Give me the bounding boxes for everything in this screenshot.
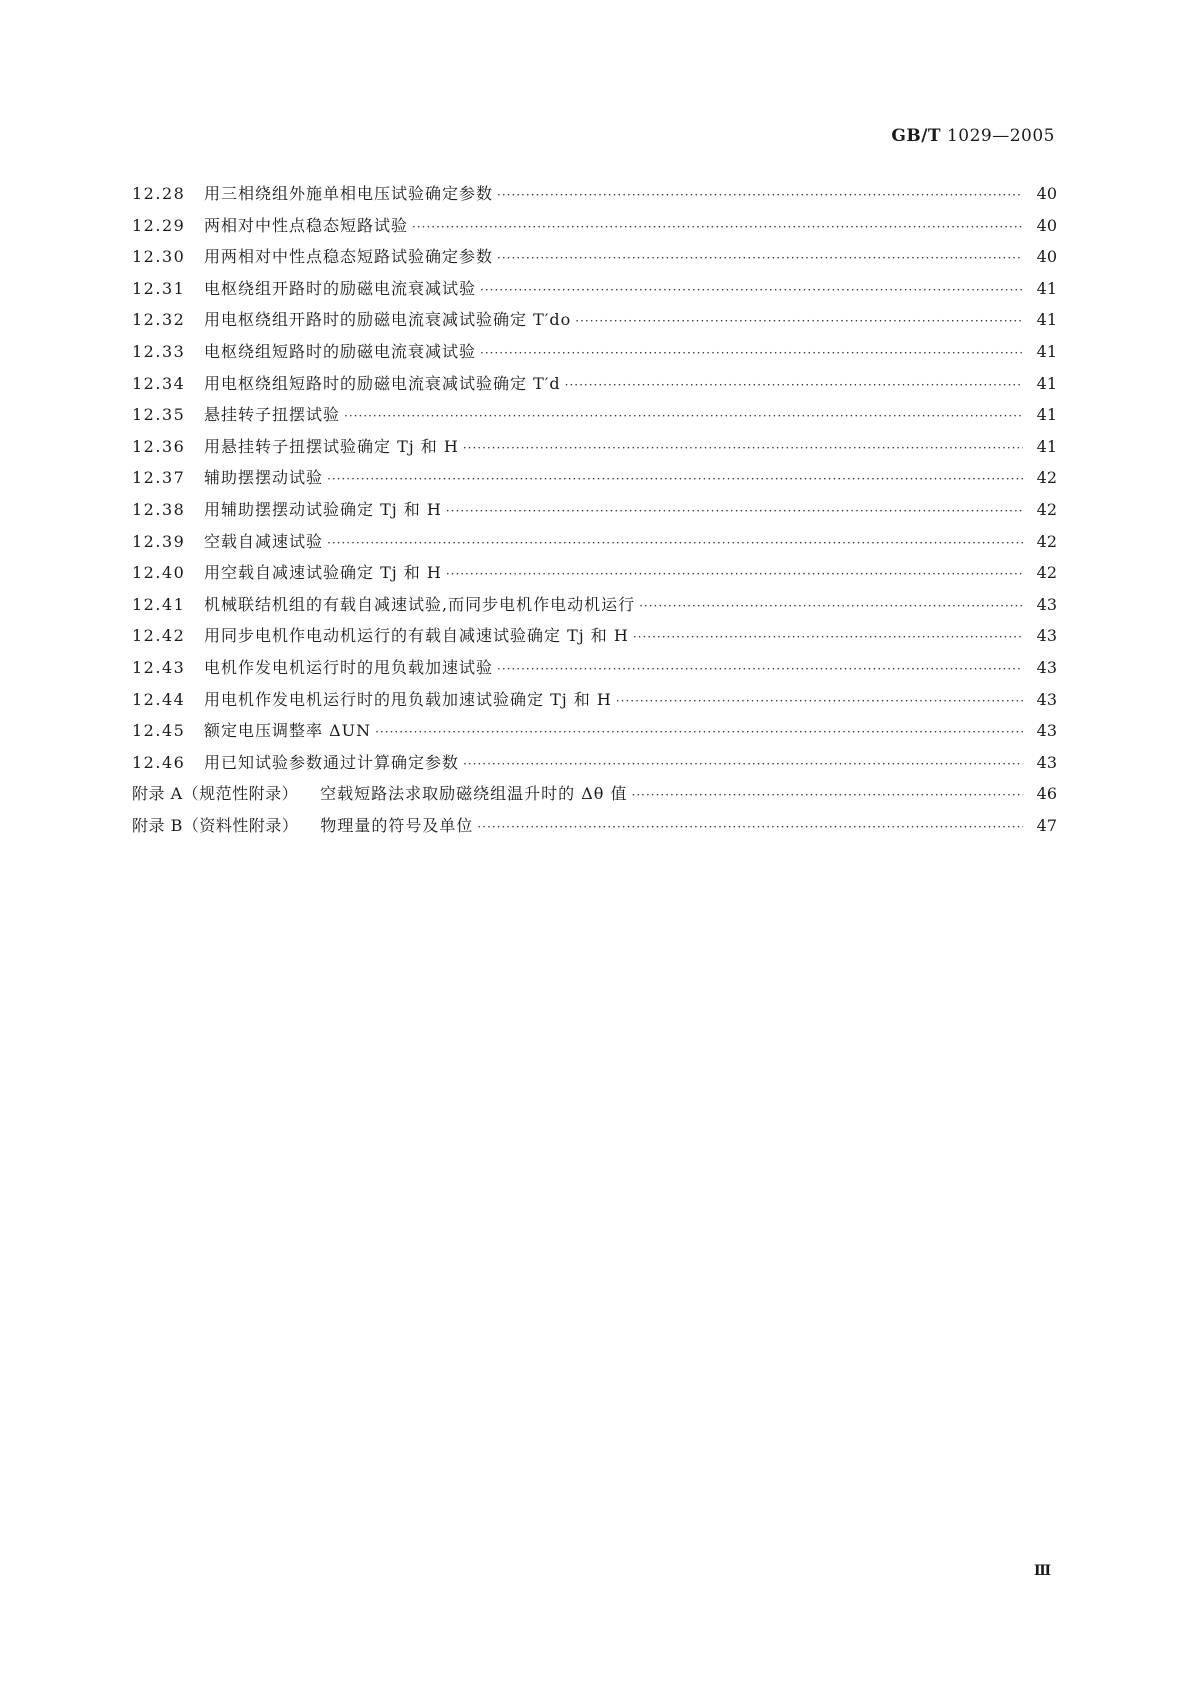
toc-entry-number: 12.39 — [132, 531, 186, 551]
toc-entry-number: 12.33 — [132, 341, 186, 361]
toc-entry-title: 电机作发电机运行时的甩负载加速试验 — [204, 657, 494, 677]
toc-entry[interactable] — [132, 655, 1057, 687]
toc-entry-page: 42 — [1036, 531, 1057, 551]
toc-entry[interactable] — [132, 687, 1057, 719]
toc-entry-page: 46 — [1036, 784, 1057, 804]
toc-appendix-entry[interactable] — [132, 813, 1057, 845]
dot-leader — [327, 536, 1023, 550]
toc-entry-page: 40 — [1036, 184, 1057, 203]
dot-leader — [344, 409, 1023, 423]
standard-code-prefix: GB/T — [891, 126, 942, 146]
dot-leader — [575, 314, 1023, 328]
dot-leader — [327, 472, 1023, 486]
dot-leader — [463, 441, 1023, 455]
toc-entry-title: 用三相绕组外施单相电压试验确定参数 — [204, 184, 494, 203]
toc-entry[interactable] — [132, 718, 1057, 750]
toc-entry-number: 12.46 — [132, 752, 186, 772]
standard-code-number: 1029—2005 — [946, 126, 1055, 146]
toc-entry[interactable] — [132, 371, 1057, 403]
toc-entry-number: 12.36 — [132, 436, 186, 456]
dot-leader — [497, 662, 1023, 676]
appendix-label: 附录 B（资料性附录） — [132, 815, 299, 835]
dot-leader — [477, 820, 1023, 834]
table-of-contents — [132, 181, 1057, 844]
toc-entry-title: 用已知试验参数通过计算确定参数 — [204, 752, 460, 772]
toc-entry[interactable] — [132, 560, 1057, 592]
toc-entry[interactable] — [132, 213, 1057, 245]
toc-entry-page: 42 — [1036, 563, 1057, 583]
toc-entry-number: 12.31 — [132, 278, 186, 298]
appendix-title: 物理量的符号及单位 — [320, 815, 474, 835]
dot-leader — [632, 788, 1023, 802]
toc-entry[interactable] — [132, 750, 1057, 782]
toc-entry-title: 用空载自减速试验确定 Tj 和 H — [204, 563, 442, 583]
toc-entry-title: 用同步电机作电动机运行的有载自减速试验确定 Tj 和 H — [204, 626, 629, 646]
toc-entry-number: 12.42 — [132, 626, 186, 646]
toc-entry-page: 40 — [1036, 215, 1057, 235]
toc-entry-title: 用悬挂转子扭摆试验确定 Tj 和 H — [204, 436, 459, 456]
toc-entry[interactable] — [132, 244, 1057, 276]
toc-entry-title: 机械联结机组的有载自减速试验,而同步电机作电动机运行 — [204, 594, 636, 614]
toc-entry-number: 12.45 — [132, 721, 186, 741]
dot-leader — [375, 725, 1023, 739]
toc-entry-page: 43 — [1036, 721, 1057, 741]
dot-leader — [463, 757, 1023, 771]
toc-entry-title: 悬挂转子扭摆试验 — [204, 405, 341, 425]
dot-leader — [446, 504, 1023, 518]
toc-entry[interactable] — [132, 529, 1057, 561]
toc-entry-number: 12.44 — [132, 689, 186, 709]
toc-entry-number: 12.29 — [132, 215, 186, 235]
toc-entry-title: 空载自减速试验 — [204, 531, 324, 551]
toc-entry-page: 43 — [1036, 752, 1057, 772]
toc-entry[interactable] — [132, 402, 1057, 434]
toc-entry-title: 用电机作发电机运行时的甩负载加速试验确定 Tj 和 H — [204, 689, 612, 709]
toc-entry-title: 额定电压调整率 ΔUN — [204, 721, 372, 741]
toc-entry-number: 12.40 — [132, 563, 186, 583]
toc-entry-page: 43 — [1036, 689, 1057, 709]
dot-leader — [565, 378, 1023, 392]
toc-entry[interactable] — [132, 592, 1057, 624]
dot-leader — [497, 188, 1023, 202]
toc-entry-page: 41 — [1036, 405, 1057, 425]
toc-entry-page: 41 — [1036, 341, 1057, 361]
toc-entry-page: 42 — [1036, 468, 1057, 488]
toc-entry-page: 40 — [1036, 247, 1057, 267]
toc-entry-number: 12.43 — [132, 657, 186, 677]
toc-entry[interactable] — [132, 623, 1057, 655]
toc-entry-page: 43 — [1036, 594, 1057, 614]
toc-entry[interactable] — [132, 307, 1057, 339]
dot-leader — [480, 346, 1023, 360]
dot-leader — [639, 599, 1023, 613]
dot-leader — [497, 251, 1023, 265]
toc-entry-page: 41 — [1036, 436, 1057, 456]
toc-entry-number: 12.32 — [132, 310, 186, 330]
toc-entry-title: 电枢绕组短路时的励磁电流衰减试验 — [204, 341, 477, 361]
toc-appendix-entry[interactable] — [132, 781, 1057, 813]
toc-entry-number: 12.28 — [132, 184, 186, 203]
toc-entry-title: 用电枢绕组开路时的励磁电流衰减试验确定 T′do — [204, 310, 572, 330]
toc-entry-title: 辅助摆摆动试验 — [204, 468, 324, 488]
toc-entry-page: 41 — [1036, 310, 1057, 330]
toc-entry-number: 12.37 — [132, 468, 186, 488]
toc-entry-title: 电枢绕组开路时的励磁电流衰减试验 — [204, 278, 477, 298]
toc-entry[interactable] — [132, 276, 1057, 308]
toc-entry-page: 43 — [1036, 626, 1057, 646]
toc-entry-number: 12.41 — [132, 594, 186, 614]
toc-entry-number: 12.35 — [132, 405, 186, 425]
toc-entry[interactable] — [132, 339, 1057, 371]
appendix-label: 附录 A（规范性附录） — [132, 784, 299, 804]
toc-entry-page: 41 — [1036, 278, 1057, 298]
toc-entry[interactable] — [132, 434, 1057, 466]
toc-entry-title: 用两相对中性点稳态短路试验确定参数 — [204, 247, 494, 267]
toc-entry[interactable] — [132, 497, 1057, 529]
dot-leader — [412, 220, 1023, 234]
standard-code — [891, 126, 1055, 146]
toc-entry-title: 两相对中性点稳态短路试验 — [204, 215, 409, 235]
toc-entry-number: 12.38 — [132, 499, 186, 519]
toc-entry[interactable] — [132, 181, 1057, 213]
dot-leader — [633, 630, 1023, 644]
page-number: Ⅲ — [1034, 1563, 1051, 1579]
toc-entry-page: 42 — [1036, 499, 1057, 519]
dot-leader — [446, 567, 1023, 581]
toc-entry-page: 43 — [1036, 657, 1057, 677]
toc-entry-number: 12.30 — [132, 247, 186, 267]
dot-leader — [480, 283, 1023, 297]
appendix-title: 空载短路法求取励磁绕组温升时的 Δθ 值 — [320, 784, 628, 804]
dot-leader — [616, 694, 1023, 708]
toc-entry-title: 用辅助摆摆动试验确定 Tj 和 H — [204, 499, 442, 519]
toc-entry[interactable] — [132, 465, 1057, 497]
toc-entry-number: 12.34 — [132, 373, 186, 393]
toc-entry-title: 用电枢绕组短路时的励磁电流衰减试验确定 T′d — [204, 373, 561, 393]
toc-entry-page: 47 — [1036, 815, 1057, 835]
toc-entry-page: 41 — [1036, 373, 1057, 393]
